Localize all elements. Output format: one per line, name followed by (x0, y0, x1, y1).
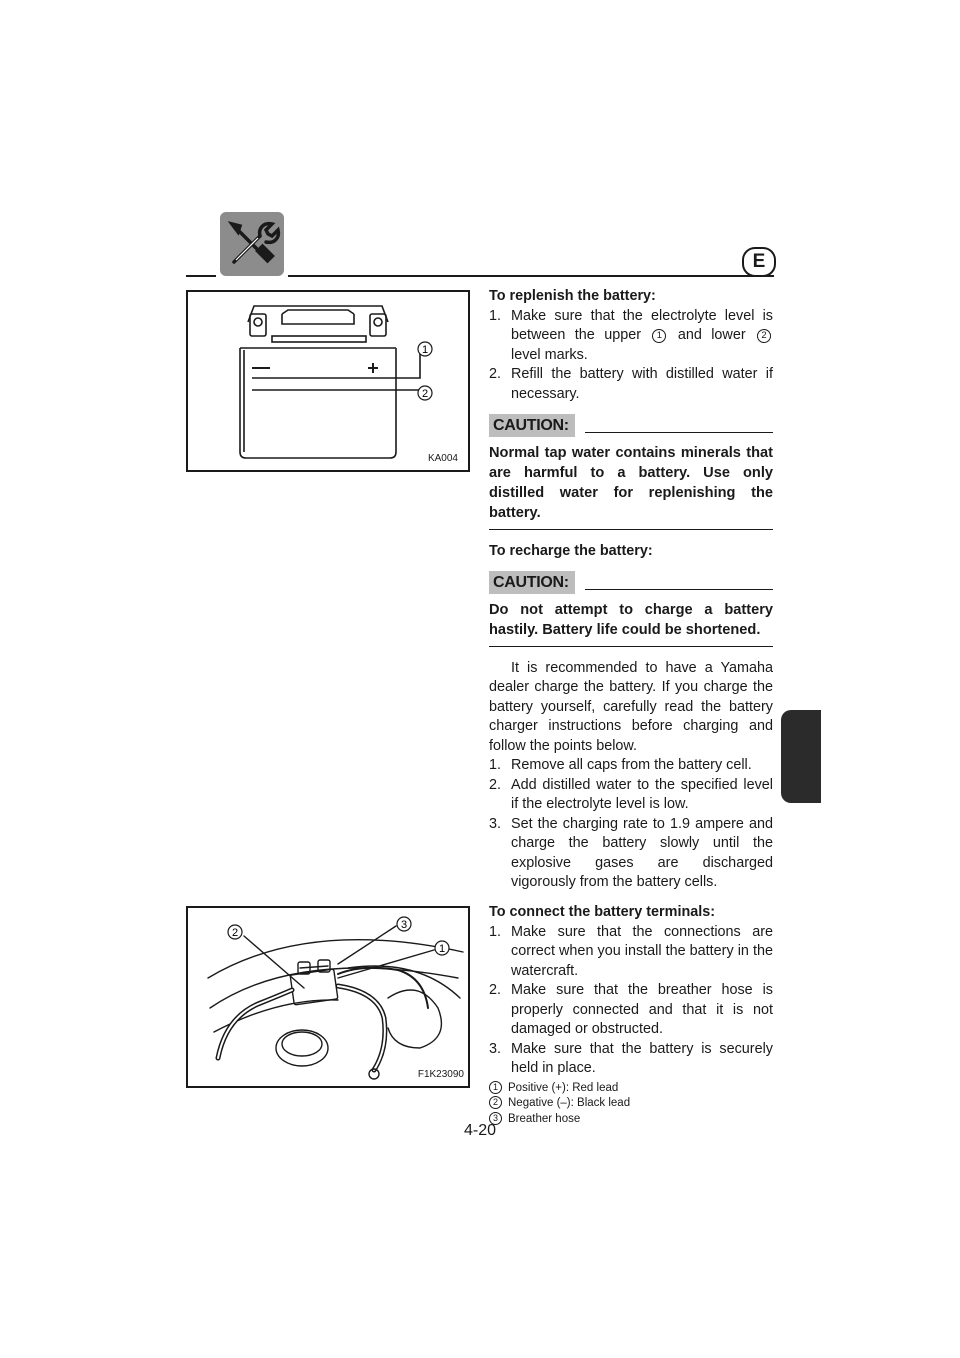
battery-compartment-figure (186, 906, 470, 1088)
section-tab (781, 710, 821, 803)
figure-code: KA004 (427, 453, 458, 464)
recharge-paragraph: It is recommended to have a Yamaha dealer charge the battery. If you charge the battery yourself, carefully read the battery charger instructions before charging and follow the points below. (489, 659, 773, 754)
recharge-step: 1. Remove all caps from the battery cell. (489, 757, 752, 773)
battery-figure (186, 290, 470, 472)
callout-3: 3 (400, 919, 408, 931)
figure-legend (489, 1081, 773, 1128)
page-number: 4-20 (463, 1122, 497, 1139)
legend-item: 3 Breather hose (489, 1112, 773, 1128)
recharge-heading: To recharge the battery: (489, 542, 653, 559)
caution-label: CAUTION: (489, 414, 575, 437)
caution-header (489, 414, 773, 437)
text-column-top (489, 287, 773, 893)
caution-body: Do not attempt to charge a battery hastily. Battery life could be shortened. (489, 601, 773, 638)
legend-item: 1 Positive (+): Red lead (489, 1081, 773, 1097)
ref-1: 1 (652, 329, 666, 343)
battery-illustration (188, 292, 468, 470)
ref-2: 2 (757, 329, 771, 343)
recharge-step: 3. Set the charging rate to 1.9 ampere and charge the battery slowly until the explosive gases are discharged vigorously from the battery cells. (489, 815, 773, 890)
callout-1: 1 (421, 344, 429, 356)
caution-label: CAUTION: (489, 571, 575, 594)
language-badge: E (742, 247, 776, 277)
connect-step: 3. Make sure that the battery is securely held in place. (489, 1040, 773, 1076)
callout-1: 1 (438, 943, 446, 955)
connect-heading: To connect the battery terminals: (489, 904, 716, 920)
connect-step: 2. Make sure that the breather hose is properly connected and that it is not damaged or obstructed. (489, 982, 773, 1037)
caution-divider (489, 646, 773, 647)
caution-header (489, 571, 773, 594)
caution-body: Normal tap water contains minerals that are harmful to a battery. Use only distilled water for replenishing the battery. (489, 444, 773, 521)
figure-code: F1K23090 (417, 1069, 464, 1080)
battery-compartment-illustration (188, 908, 468, 1086)
text-column-bottom (489, 903, 773, 1127)
connect-step: 1. Make sure that the connections are correct when you install the battery in the watercraft. (489, 923, 773, 979)
recharge-step: 2. Add distilled water to the specified level if the electrolyte level is low. (489, 776, 773, 812)
replenish-heading: To replenish the battery: (489, 288, 656, 304)
callout-2: 2 (231, 927, 239, 939)
replenish-step: 1. Make sure that the electrolyte level is between the upper 1 and lower 2 level marks. (489, 307, 773, 363)
callout-2: 2 (421, 388, 429, 400)
legend-item: 2 Negative (–): Black lead (489, 1096, 773, 1112)
wrench-screwdriver-icon (220, 212, 284, 276)
caution-divider (489, 529, 773, 530)
replenish-step: 2. Refill the battery with distilled water if necessary. (489, 366, 773, 402)
